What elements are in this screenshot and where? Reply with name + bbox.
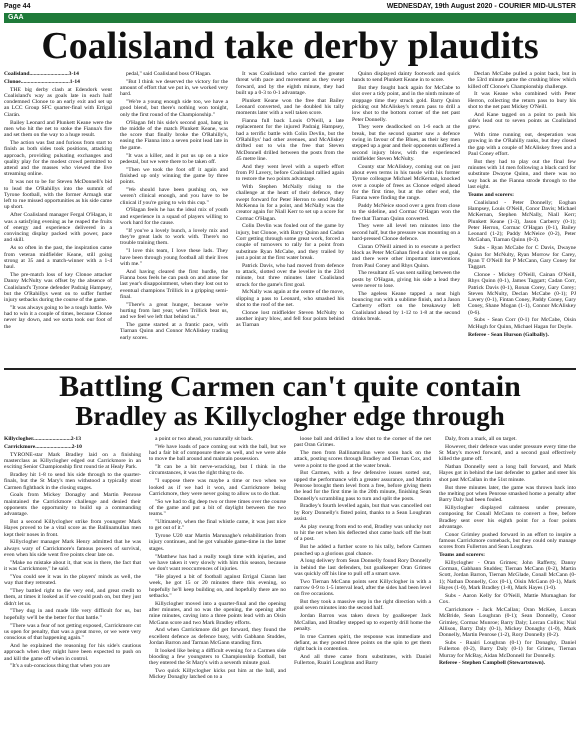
paragraph: TYRONE-star Mark Bradley laid on a finishing masterclass as Killyclogher edged out Carrickmore in an exciting Senior Championship first round tie at Healy Park. [4, 451, 141, 471]
paragraph: Daly, from a mark, all on target. [445, 436, 517, 442]
paragraph: Two quick Killyclogher kicks put him at the ball, and Mickey Donaghy latched on to a [149, 668, 286, 681]
paragraph: With Stephen McNally rising to the challenge at the heart of their defence, they swept forward for Peter Herron to send Paddy McKenna in for a point, and McNally was the creator again for Niall Kerr to set up a score for Cormac O'Hagan. [236, 184, 344, 222]
paragraph: "They dug in and made life very difficult for us, but hopefully we'll be the better for that battle." [4, 608, 141, 621]
result-line: Coalisland............................3-14 [4, 71, 79, 77]
paragraph: Jordan Barron was taken down by goalkeeper Jack McCallan, and Bradley stepped up to expertly drill home the penalty. [294, 613, 431, 632]
story1-headline: Coalisland take derby plaudits [41, 25, 539, 67]
paragraph: "It was always going to be a tough battle. We had to win it a couple of times, because Clonoe never lay down, and we sorta took our foot of the [4, 304, 112, 330]
paragraph: And Kane tagged on a point to push his side's lead out to seven points as Coalisland grew. [468, 111, 576, 131]
paragraph: In true Carmen spirit, the response was immediate and defiant, as they posted three points on the spin to get them right back in contention. [294, 633, 431, 653]
story1-column [120, 71, 228, 365]
paragraph: "He played a bit of football against Errigal Ciaran last week, he got 15 or 20 minutes there this evening, so hopefully he'll keep building on, and hopefully there are no setbacks." [149, 573, 286, 599]
paragraph: With time running out, desperation was growing in the O'Rahilly ranks, but they closed the gap with a couple of McAliskey frees and a Paul Coney effort. [468, 132, 576, 158]
section-label: GAA [4, 13, 576, 23]
paragraph: Coalisland - Peter Donnelly; Eoghan Hampsey, Louis O'Neill, Conor Davis; Michael McKernan, Stephen McNally, Niall Kerr; Plunkett Keane (1-3), Jason Carberry (0-1); Peter Herron, Cormac O'Hagan (0-1), Bailey Leonard (1-2); Paddy McNeice (0-2), Peter McGahan, Tiarnan Quinn (0-3). [468, 199, 576, 244]
paragraph: "It's a sub-conscious thing that when you are [10, 663, 111, 670]
story2-column [4, 436, 141, 735]
paragraph: "There's a great hunger, because we're hurting from last year, when Trillick beat us, and we feel we left that behind us." [120, 301, 228, 321]
paragraph: It was not to be for Steven McDonnell's bid to lead the O'Rahillys into the summit of Tyrone football, with the former Armagh star left to rue missed opportunities as his side came up short. [4, 179, 112, 211]
paragraph: Goals from Mickey Donaghy and Martin Penrose maintained the Carrickmore challenge and denied their opponents the opportunity to build up a commanding advantage. [4, 492, 141, 518]
paragraph: Clonoe lost midfielder Steven McNulty to another injury blow, and fell four points behind as Tiarnan [236, 309, 344, 329]
paragraph: Killyclogher - Oran Grimes; John Rafferty, Danny Gorman, Gabhann Studdes; Tiernan McCann (0-2), Martin Scott, Jordan Barron, Tiernan McGlade, Conall McCann (0-1); Nathan Donnelly, Cox (0-1), Oisin McGann (0-1), Mark Hayes (1-0), Mark Bradley (1-8), Mark Hayes (1-0). [439, 559, 576, 592]
subheading: Teams and scorers: [468, 191, 514, 198]
paragraph: a point or two ahead, you naturally sit back. [155, 436, 254, 442]
story1-column [468, 71, 576, 365]
paragraph: "You could see it was in the players' minds as well, the way that they retreated. [4, 573, 141, 587]
paragraph: "Make no mistake about it, that was in there, the fact that it was Carrickmore," he said. [4, 559, 141, 573]
subheading: Referee - Stephen Campbell (Stewartstown). [439, 660, 546, 667]
story2-column [149, 436, 286, 735]
paragraph: And he explained the reasoning for his side's cautious approach when they might have been expected to push on and kill the game off when in control. [4, 642, 141, 662]
paragraph: The ageless Keane tapped a neat high bouncing run with a sublime finish, and a Jason Carberry effort on the breakaway left Coalisland ahead by 1-12 to 1-8 at the second drinks break. [352, 290, 460, 322]
page-header [4, 2, 576, 13]
paragraph: It was Keane who combined with Peter Herron, collecting the return pass to bury his shot to the net past Mickey O'Neill. [468, 91, 576, 110]
story2-column [439, 436, 576, 735]
paragraph: As so often in the past, the inspiration came from veteran midfielder Keane, still going strong at 35 and a match-winner with a 1-4 haul. [4, 245, 112, 271]
paragraph: "I love this team, I love these lads. They have been through young football all their lives with me." [120, 248, 228, 267]
result-line: Killyclogher...........................2-13 [4, 436, 82, 442]
paragraph: But Carmen, with a few defensive issues sorted out, upped the performance with a greater assurance, and Martin Penrose brought them level from a free, before giving them the lead for the first time in the 20th minute, finishing Sean Donnelly's scrambling pass to turn and split the posts. [294, 470, 431, 502]
paragraph: Killyclogher moved into a quarter-final and the opening after minutes, and no was the opening, the opening after mine minutes, caving into a three points lead with an Oisin McGann score and two Mark Bradley efforts. [149, 600, 286, 626]
paragraph: After Coalisland manager Fergal O'Hagan, it was a satisfying evening as he reaped the fruits of energy and experience delivered in a convincing display packed with power, pace and skill. [4, 212, 112, 244]
paragraph: A long delivery from Sean Donnelly found Rory Donnelly in behind the last defenders, but goalkeeper Oran Grimes was quickly off his line to pull off a smart save. [294, 558, 431, 577]
paragraph: "So we had to dig deep two or three times over the course of the game and put a bit of daylight between the two teams." [149, 498, 286, 518]
paragraph: McNally was again at the centre of the move, slipping a pass to Leonard, who smashed his shot to the roof of the net. [236, 289, 344, 308]
paragraph: "We have loads of pace coming out with the ball, but we had a fair bit of composure there as well, and we were able to move the ball around and maintain possession. [149, 443, 286, 463]
paragraph: They were all level ten minutes into the second half, but the pressure was mounting on a hard-pressed Clonoe defence. [352, 223, 460, 242]
paragraph: "They battled right to the very end, and great credit to them, at times it looked as if we could push on, but they just didn't let us. [4, 588, 141, 607]
paragraph: Bradley's fourth levelled again, but that was cancelled out by Rory Donnelly's fisted point, thanks to a Sean Loughran assist. [294, 503, 431, 523]
story1-column [352, 71, 460, 365]
paragraph: Two Tiernan McCann points sent Killyclogher in with a narrow 0-9 to 1-5 interval lead, after the sides had been level on five occasions. [294, 578, 431, 598]
paragraph: Quinn displayed dainty footwork and quick hands to send Plunkett Keane in to score. [352, 71, 460, 84]
result-line: Carrickmore..........................2-10 [4, 443, 82, 450]
paragraph: O'Hagan felt his side's second goal, bang in the middle of the match Plunkett Keane, was the score that finally broke the O'Rahilly's, easing the Fianna into a seven point lead late in the game. [120, 119, 228, 151]
paragraph: The game started at a frantic pace, with Tiarnan Quinn and Connor McAliskey trading early scores. [120, 321, 228, 341]
paragraph: And when Carrickmore did get forward, they found the excellent defence as defence busy, with Gabhann Studdes, Jordan Barron and Tarman McGann standing firm. [149, 627, 286, 646]
paragraph: The action was fast and furious from start to finish as both sides took positions, attacking approach, providing pulsating exchanges and quality play for the modest crowd permitted to attend and the masses who viewed the live streaming online. [4, 139, 112, 178]
paragraph: County star McAliskey, coming out on just about even terms in his tussle with his former Tyrone colleague Michael McKernan, knocked over a couple of frees as Clonoe edged ahead for the first time, but at the other end, the Fianna were finding the range. [352, 163, 460, 202]
story1-body [4, 71, 576, 365]
result-line: Clonoe...................................1-14 [4, 78, 80, 85]
paragraph: loose ball and drilled a low shot to the corner of the net past Oran Grimes. [294, 436, 431, 449]
paragraph: The men from Ballinamullan were soon back on the attack, posting scores through Bradley and Tiernan Cox, and were a point to the good at the water break. [294, 450, 431, 469]
paragraph: "Ultimately, when the final whistle came, it was just nice to get out of it." [149, 519, 286, 532]
paragraph: Bradley hit 1-8 to send his side through to the quarter-finals, but the St Mary's men withstood a typically stout Carmen fightback in the closing stages. [4, 471, 141, 491]
paragraph: The resultant 45 was sent sailing between the posts by O'Hagan, giving his side a lead they were never to lose. [352, 270, 460, 289]
paragraph: But they fought back again for McCabe to slot over a tidy point, and in the ninth minute of stoppage time they struck gold. Barry Quinn picking out McAliskey's return pass to drill a low shot to the bottom corner of the net past Peter Donnelly. [352, 85, 460, 123]
paragraph: But a second Killyclogher strike from youngster Mark Hayes proved to be a vital score as the Ballinamullan men kept their noses in front. [4, 519, 141, 538]
paragraph: They were deadlocked on 1-6 each at the break, but the second quarter saw a defence swing in favour of the Blues, as their key men stepped up a gear and their opponents suffered a second injury blow, with the experienced midfielder Steven McNulty. [352, 124, 460, 162]
paragraph: The pre-match loss of key Clonoe attacker Danny McNulty was offset by the absence of Coalisland's Tyrone defender Padraig Hampsey, but the O'Rahillys went on to suffer further injury setbacks during the course of the game. [4, 271, 112, 304]
paragraph: Fianna full back Louis O'Neill, a late replacement for the injured Padraig Hampsey, had a terrific battle with Colin Devlin, but the O'Rahillys' had other avenues, and McAliskey drifted out to win the free that Steven McDonnell drilled between the posts from the 45 metre line. [236, 118, 344, 162]
paragraph: "There was a fear of not getting exposed, Carrickmore cut us open for penalty, that was a great move, or we were very conscious of that happening again." [4, 622, 141, 642]
paragraph: Killyclogher displayed calmness under pressure, composing for Conall McCann to convert a free, before Bradley sent over his eighth point for a four points advantage. [439, 504, 576, 530]
paragraph: Subs - Ryan McCabe for C Davis, Dwayne Quinn for McNulty, Ryan Morrow for Carey, Ryan T O'Neill for P McCann, Gary Coney for Taggart. [468, 245, 576, 271]
paragraph: "But I think we deserved the victory for the amount of effort that we put in, we worked very hard. [120, 78, 228, 98]
story1-column [4, 71, 112, 365]
paragraph: However, their defence was under pressure every time the St Mary's moved forward, and a second goal effectively killed the game off. [439, 443, 576, 463]
paragraph: Nathan Donnelly sent a long ball forward, and Mark Hayes got in behind the last defender to gather and steer his shot past McCallan in the 51st minute. [439, 464, 576, 483]
story2-headline-line2: Bradley as Killyclogher edge through [75, 401, 505, 431]
paragraph: THE big derby clash at Edendork went Coalisland's way as goals late in each half condemned Clonoe to an early exit and set up an LCC Group SFC quarter-final with Errigal Ciarán. [4, 86, 112, 118]
paragraph: And they went level with a superb effort from PJ Lavery, before Coalisland rallied again to restore the two points advantage. [236, 163, 344, 183]
paragraph: Declan McCabe pulled a point back, but in the 53rd minute game the crushing blow which killed off Clonoe's Championship challenge. [468, 71, 576, 90]
paragraph: "Then we took the foot off it again and finished up only winning the game by three points. [120, 166, 228, 186]
paragraph: Killyclogher manager Mark Henry admitted that he was always wary of Carrickmore's famous powers of survival, even when his side went five points clear late on. [4, 539, 141, 559]
subheading: Teams and scorers: [439, 552, 485, 559]
paragraph: Subs - Ruairi Loughran (0-1) for Donaghy, Daniel Fullerton (0-2), Barry Daly (0-1) for Grimes, Tiernan Murray for McBay, Aidan McDonnell for Donnelly. [439, 639, 576, 659]
paragraph: "We should have been pushing on, we weren't clinical enough, and you have to be clinical if you're going to win this cup." [120, 187, 228, 206]
paragraph: Subs - Sean Corr (0-1) for McCabe, Oisin McHugh for Quinn, Michael Hagan for Doyle. [468, 317, 576, 330]
page-number: Page 44 [4, 3, 31, 10]
paragraph: Patrick Davis, who had moved from defence to attack, slotted over the leveller in the 23rd minute, but three minutes later Coalisland struck for the game's first goal. [236, 262, 344, 288]
paragraph: But three minutes later, the game was thrown back into the melting pot when Penrose smashed home a penalty after Barry Daly had been fouled. [439, 484, 576, 504]
paragraph: "I suppose there was maybe a time or two when we looked as if we had it won, and Carrickmore being Carrickmore, they were never going to allow us to do that. [149, 478, 286, 497]
paragraph: And having cleared the first hurdle, the Fianna boss feels he can push on and atone for last year's disappointment, when they lost out to eventual champions Trillick in a gripping semi-final. [120, 268, 228, 300]
issue-date: WEDNESDAY, 19th August 2020 - COURIER MID-ULSTER [386, 3, 576, 10]
paragraph: It looked like being a difficult evening for a Carmen side blooding a few youngsters to Championship football, but they entered the St Mary's with a seventh minute goal. [149, 647, 286, 667]
paragraph: Subs - Aaron Kelly for O'Neill, Mattie Murnaghan for Cox. [439, 592, 576, 606]
paragraph: "It was a killer, and it put us up on a nice pedestal, but we were there to be taken off. [120, 152, 228, 165]
paragraph: Ciaran O'Neill aimed in to execute a perfect block as Peter McGahan fired a shot in on goal, and there were other important interventions from Paul Coney and Rhys Quinn. [352, 243, 460, 269]
paragraph: As play swung from end to end, Bradley was unlucky not to hit the net when his deflected shot came back off the butt of a post. [294, 523, 431, 543]
paragraph: Colin Devlin was fouled out of the game by injury, but Clonoe, with Barry Quinn and Cadan Corr getting through some great work, forced a couple of turnovers to rally for a point from substitute Ryan McCabe, and they trailed by just a point at the first water break. [236, 223, 344, 261]
story1-column [236, 71, 344, 365]
story2-column [294, 436, 431, 735]
paragraph: "If you've a lovely bunch, a lovely mix and they're great lads to work with. There's no trouble training them. [120, 227, 228, 247]
paragraph: Plunkett Keane won the free that Bailey Leonard converted, and he doubled his tally moments later with a well taken score. [236, 97, 344, 117]
story2-body [4, 436, 576, 735]
paragraph: But they had to play out the final few minutes with 14 men following a black card for substitute Dwayne Quinn, and there was no way back as the Fianna strode through to the last eight. [468, 158, 576, 191]
paragraph: O'Hagan feels he has the ideal mix of youth and experience in a squad of players willing to work hard for the cause. [120, 207, 228, 227]
paragraph: Tyrone U20 star Martin Marunaghe's rehabilitation from injury continues, and he got valuable game-time in the latter stages. [149, 533, 286, 552]
paragraph: Conor Grimley pushed forward in an effort to inspire a famous Carrickmore comeback, but they could only manage scores from Fullerton and Sean Loughran. [439, 531, 576, 551]
paragraph: And all three came from substitutes, with Daniel Fullerton, Ruairi Loughran and Barry [294, 654, 431, 667]
subheading: Referee - Sean Hurson (Galbally). [468, 331, 549, 338]
paragraph: Carrickmore - Jack McCallan; Oran McKee, Lorcan McBride, Sean Loughran (0-1); Sean Donnelly, Conor Grimley, Cormac Munroe; Barry Daly; Lorcan Collins; Nial Allison, Barry Daly (0-1), Mickey Donaghy (1-0), Mark Donnelly, Martin Penrose (1-2), Rory Donnelly (0-2). [439, 606, 576, 639]
paragraph: But he added a further score to his tally, before Carmen punched up a glorious goal chance. [294, 544, 431, 557]
paragraph: pedal," said Coalisland boss O'Hagan. [126, 71, 212, 77]
paragraph: "Matthew has had a really tough time with injuries, and we have taken it very slowly with him this season, because we don't want reoccurrences of injuries. [149, 553, 286, 573]
paragraph: Bailey Leonard and Plunkett Keane were the men who hit the net to stoke the Fianna's fire and set them on the way to a huge result. [4, 119, 112, 139]
paragraph: "We're a young enough side too, we have a good blend, but there's nothing won tonight, only the first round of the Championship." [120, 99, 228, 118]
paragraph: "It can be a bit nerve-wracking, but I think in the circumstances, it was the right thing to do. [149, 464, 286, 477]
story2-headline-line1: Battling Carmen can't quite contain [59, 370, 521, 403]
paragraph: Clonoe - Mickey O'Neill, Cainan O'Neill, Rhys Quinn (0-1), James Taggart; Cadan Corr, Patrick Davis (0-1), Ronan Corey, Gary Corey; Steven McNulty, Declan McCabe (0-1); PJ Lavery (0-1), Fintan Coney, Paddy Coney, Gary Coney, Shane Mogan (1-1), Connor McAliskey (0-6). [468, 271, 576, 316]
paragraph: It was Coalisland who carried the greater threat with pace and movement as they swept forward, and by the eighth minute, they had built up a 0-3 to 0-1 advantage. [236, 71, 344, 96]
paragraph: But they took a massive step in the right direction with a goal seven minutes into the second half. [294, 599, 431, 612]
paragraph: Paddy McNeice stood over a gem from close to the sideline, and Cormac O'Hagan won the free that Tiarnan Quinn converted. [352, 202, 460, 222]
